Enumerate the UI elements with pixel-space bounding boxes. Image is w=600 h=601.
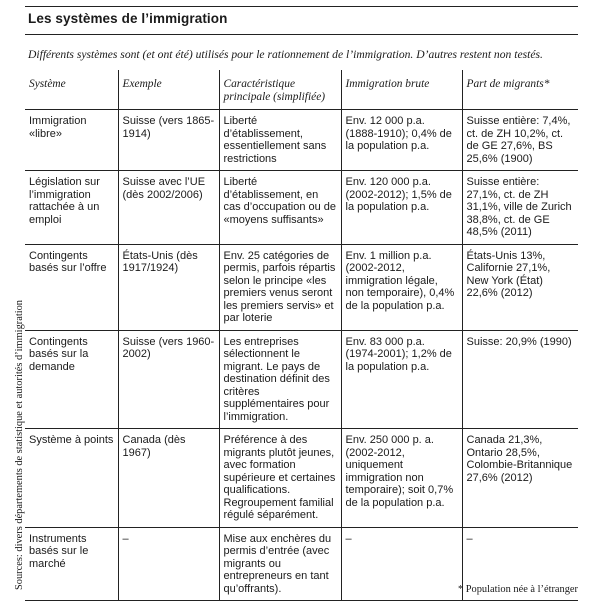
table-row xyxy=(25,330,578,429)
cell-part: États-Unis 13%, Californie 27,1%, New York (État) 22,6% (2012) xyxy=(462,244,578,330)
cell-exemple: Canada (dès 1967) xyxy=(118,429,219,528)
cell-immigration: Env. 1 million p.a. (2002-2012, immigration légale, non temporaire), 0,4% de la population p.a. xyxy=(341,244,462,330)
cell-caracteristique: Env. 25 catégories de permis, parfois répartis selon le principe «les premiers venus seront les premiers servis» et par loterie xyxy=(219,244,341,330)
cell-exemple: Suisse (vers 1960-2002) xyxy=(118,330,219,429)
intro-text: Différents systèmes sont (et ont été) utilisés pour le rationnement de l’immigration. D’autres restent non testés. xyxy=(28,48,543,61)
cell-systeme: Immigration «libre» xyxy=(25,110,118,171)
cell-systeme: Système à points xyxy=(25,429,118,528)
cell-immigration: Env. 250 000 p. a. (2002-2012, uniquement immigration non temporaire); soit 0,7% de la population p.a. xyxy=(341,429,462,528)
cell-exemple: Suisse avec l’UE (dès 2002/2006) xyxy=(118,171,219,245)
title-rule xyxy=(25,34,578,35)
document-title: Les systèmes de l’immigration xyxy=(28,11,228,26)
cell-systeme: Instruments basés sur le marché xyxy=(25,527,118,601)
cell-exemple: Suisse (vers 1865-1914) xyxy=(118,110,219,171)
cell-systeme: Législation sur l’immigration rattachée à un emploi xyxy=(25,171,118,245)
cell-caracteristique: Les entreprises sélectionnent le migrant. Le pays de destination définit des critères supplémentaires pour l’immigration. xyxy=(219,330,341,429)
table-row xyxy=(25,429,578,528)
cell-immigration: – xyxy=(341,527,462,601)
column-header-systeme: Système xyxy=(25,70,118,110)
cell-immigration: Env. 83 000 p.a. (1974-2001); 1,2% de la population p.a. xyxy=(341,330,462,429)
cell-part: Suisse entière: 27,1%, ct. de ZH 31,1%, ville de Zurich 38,8%, ct. de GE 48,5% (2011) xyxy=(462,171,578,245)
table-row xyxy=(25,244,578,330)
immigration-systems-table xyxy=(25,70,578,601)
table-row xyxy=(25,110,578,171)
footnote: * Population née à l’étranger xyxy=(457,584,578,595)
cell-exemple: – xyxy=(118,527,219,601)
cell-caracteristique: Mise aux enchères du permis d’entrée (avec migrants ou entrepreneurs en tant qu’offrants). xyxy=(219,527,341,601)
cell-immigration: Env. 12 000 p.a. (1888-1910); 0,4% de la population p.a. xyxy=(341,110,462,171)
cell-systeme: Contingents basés sur la demande xyxy=(25,330,118,429)
top-rule xyxy=(25,6,578,7)
cell-caracteristique: Préférence à des migrants plutôt jeunes, avec formation supérieure et certaines qualifications. Regroupement familial régulé séparément. xyxy=(219,429,341,528)
column-header-exemple: Exemple xyxy=(118,70,219,110)
column-header-part: Part de migrants* xyxy=(462,70,578,110)
column-header-caracteristique: Caractéristique principale (simplifiée) xyxy=(219,70,341,110)
cell-systeme: Contingents basés sur l’offre xyxy=(25,244,118,330)
table-header-row xyxy=(25,70,578,110)
cell-part: – xyxy=(462,527,578,601)
source-note: Sources: divers départements de statistique et autorités d’immigration xyxy=(14,300,25,590)
cell-caracteristique: Liberté d’établissement, en cas d’occupation ou de «moyens suffisants» xyxy=(219,171,341,245)
column-header-immigration: Immigration brute xyxy=(341,70,462,110)
cell-caracteristique: Liberté d’établissement, essentiellement sans restrictions xyxy=(219,110,341,171)
cell-part: Canada 21,3%, Ontario 28,5%, Colombie-Britannique 27,6% (2012) xyxy=(462,429,578,528)
cell-immigration: Env. 120 000 p.a. (2002-2012); 1,5% de la population p.a. xyxy=(341,171,462,245)
cell-part: Suisse: 20,9% (1990) xyxy=(462,330,578,429)
table-row xyxy=(25,171,578,245)
cell-exemple: États-Unis (dès 1917/1924) xyxy=(118,244,219,330)
cell-part: Suisse entière: 7,4%, ct. de ZH 10,2%, ct. de GE 27,6%, BS 25,6% (1900) xyxy=(462,110,578,171)
